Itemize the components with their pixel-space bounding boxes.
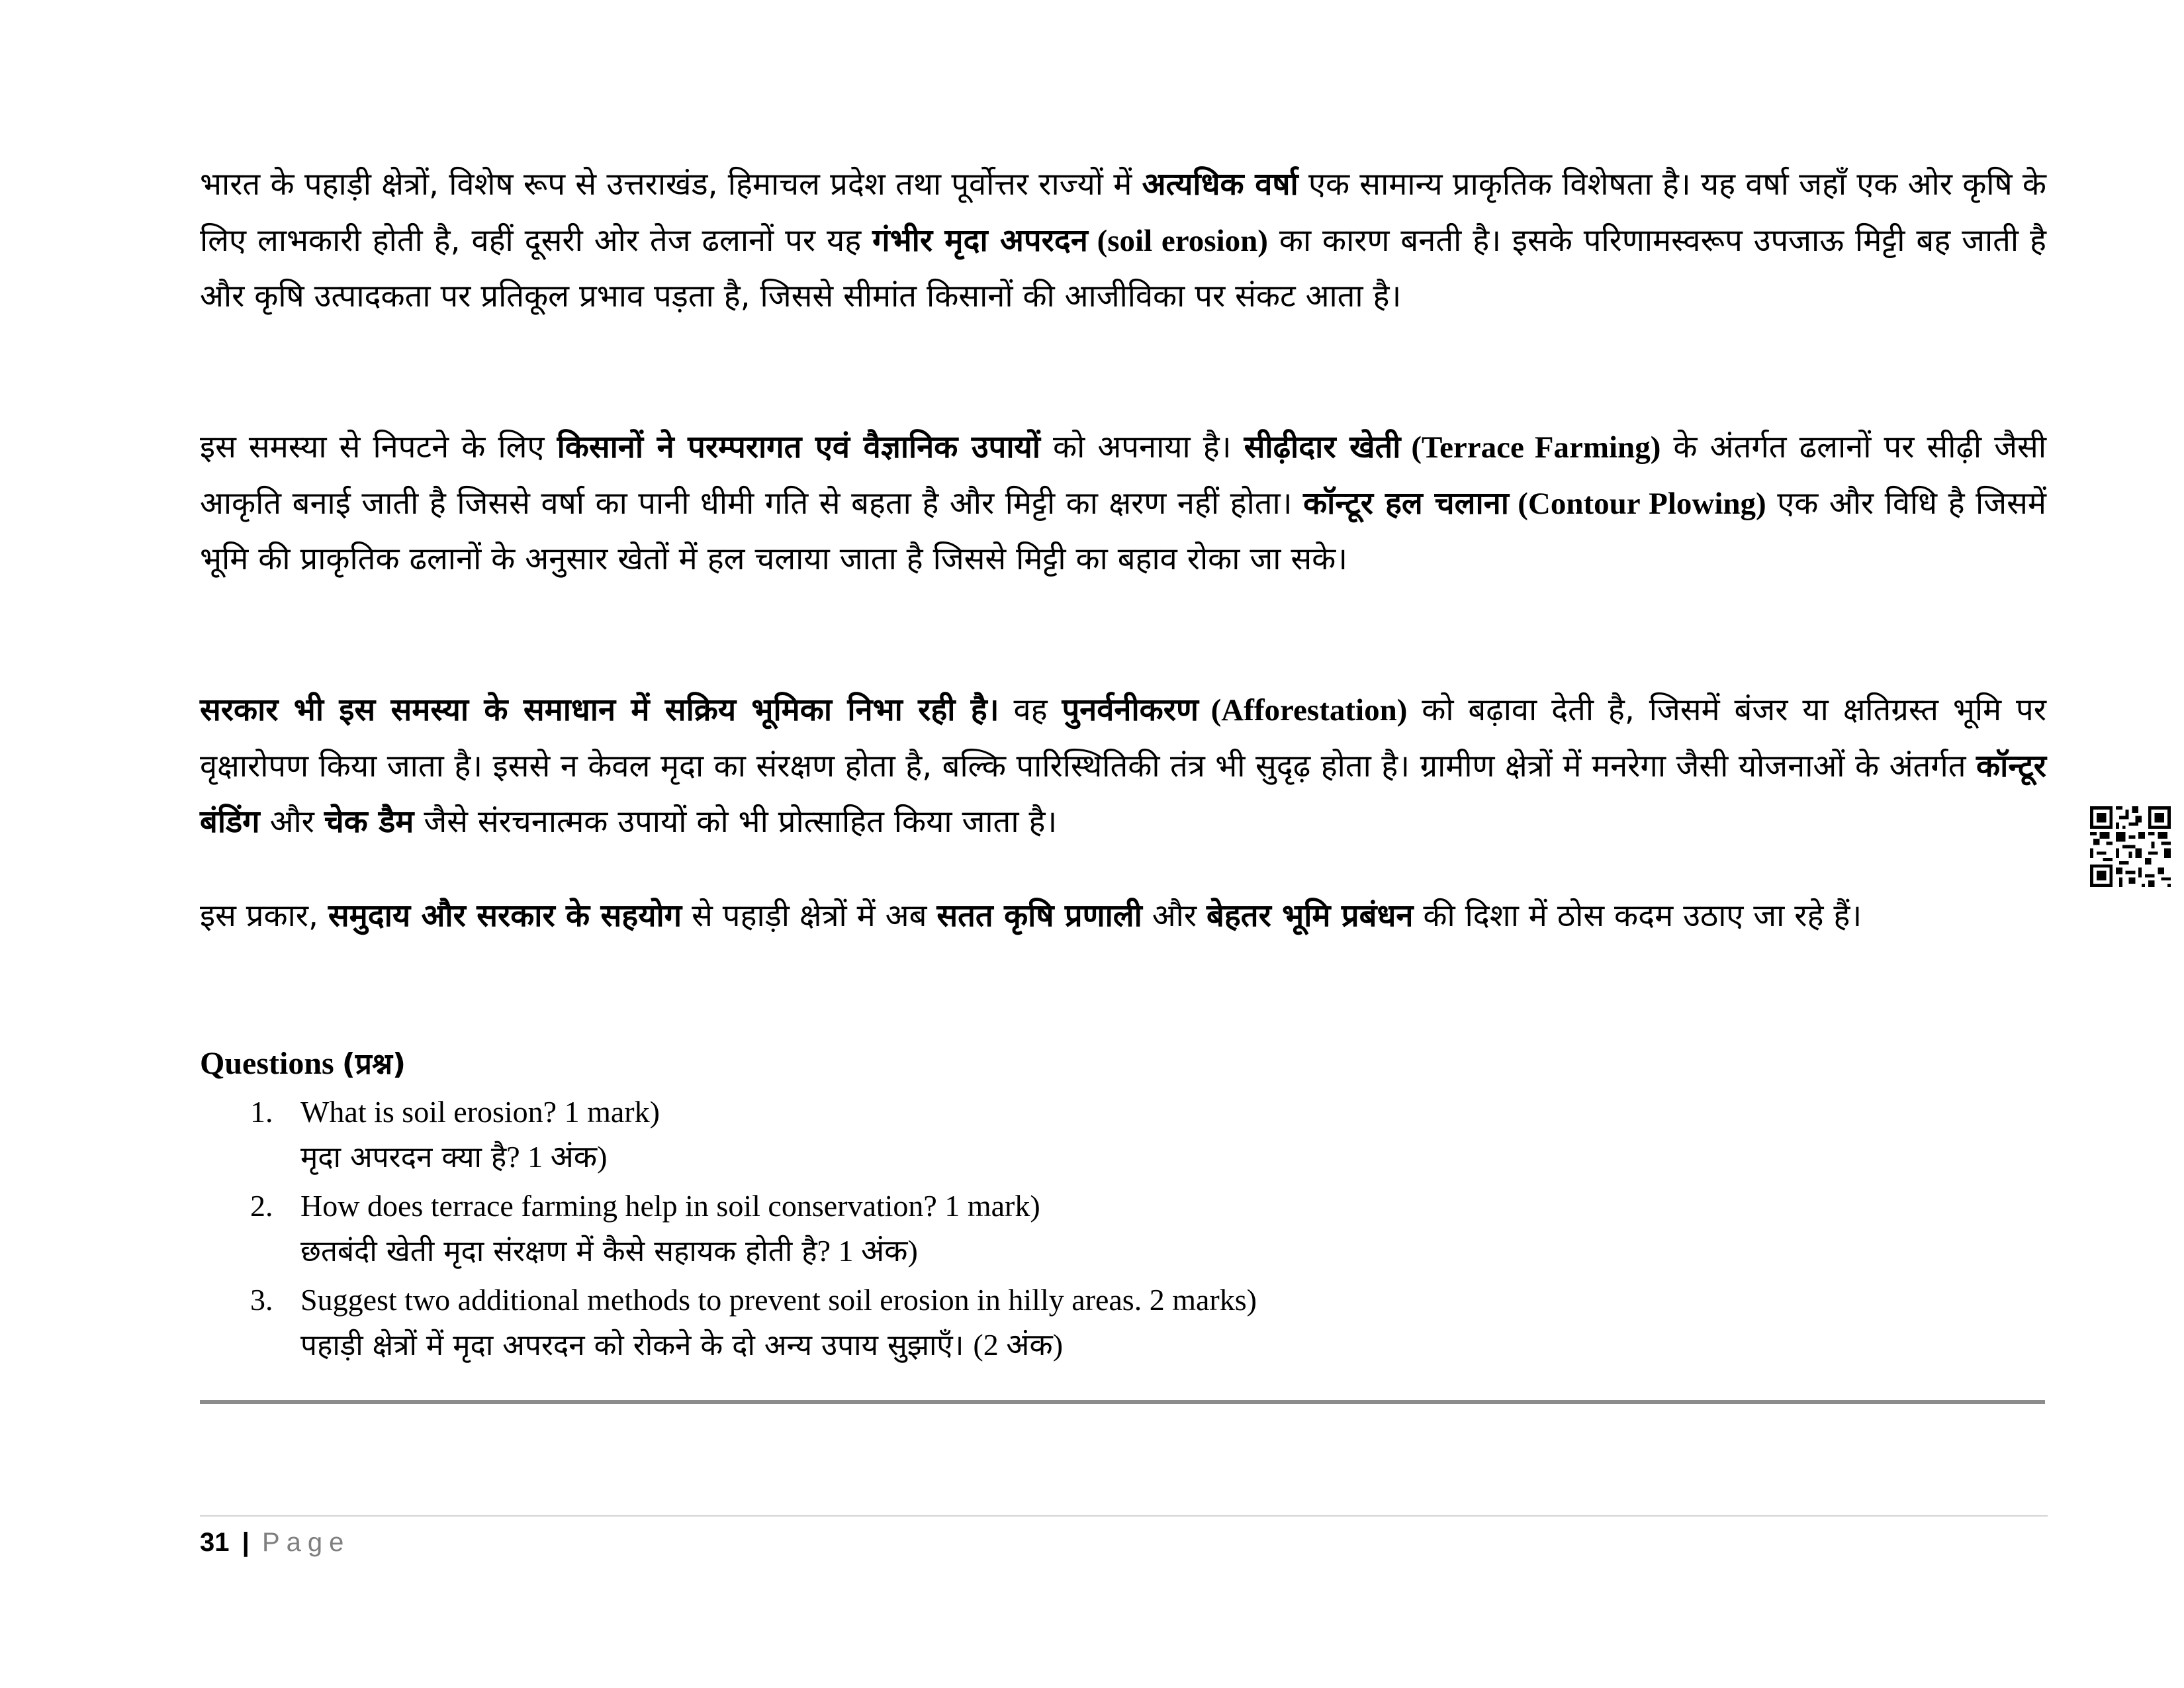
text: को अपनाया है।	[1040, 429, 1244, 465]
footer-separator: |	[242, 1528, 250, 1557]
questions-heading	[200, 1043, 406, 1082]
section-divider	[200, 1400, 2045, 1404]
paragraph-government-role	[200, 682, 2046, 851]
page-footer	[200, 1523, 350, 1562]
text: जैसे संरचनात्मक उपायों को भी प्रोत्साहित किया जाता है।	[414, 804, 1058, 840]
text: को बढ़ावा देती है, जिसमें बंजर या क्षतिग्रस्त भूमि पर वृक्षारोपण किया जाता है। इससे न केवल मृदा का संरक्षण होता है, बल्कि पारिस्थितिकी तंत्र भी सुदृढ़ होता है। ग्रामीण क्षेत्रों में मनरेगा जैसी योजनाओं के अंतर्गत	[200, 692, 2046, 784]
english-term: (Terrace Farming)	[1400, 430, 1661, 465]
page-label: Page	[261, 1528, 351, 1557]
question-hindi	[300, 1132, 1987, 1183]
question-item	[200, 1186, 1987, 1280]
bold-term: कॉन्टूर हल चलाना	[1303, 485, 1509, 522]
english-term: (Contour Plowing)	[1508, 486, 1766, 521]
text: और	[259, 804, 324, 840]
text: इस प्रकार,	[200, 898, 328, 934]
question-item	[200, 1092, 1987, 1186]
text: का कारण बनती है। इसके परिणामस्वरूप उपजाऊ मिट्टी बह जाती है और कृषि उत्पादकता पर प्रतिकूल प्रभाव पड़ता है, जिससे सीमांत किसानों की आजीविका पर संकट आता है।	[200, 222, 2046, 314]
questions-heading-hi: (प्रश्न)	[341, 1047, 406, 1081]
paragraph-conclusion	[200, 888, 2046, 945]
bold-term: किसानों ने परम्परागत एवं वैज्ञानिक उपायों	[557, 429, 1040, 465]
question-item	[200, 1280, 1987, 1374]
question-hindi	[300, 1320, 1987, 1371]
question-number: 1.	[250, 1095, 273, 1129]
qr-code-icon	[2090, 806, 2171, 887]
english-term: (soil erosion)	[1087, 223, 1268, 258]
bold-term: कॉन्टूर बंडिंग	[200, 747, 2046, 840]
text: के अंतर्गत ढलानों पर सीढ़ी जैसी आकृति बनाई जाती है जिससे वर्षा का पानी धीमी गति से बहता है और मिट्टी का क्षरण नहीं होता।	[200, 429, 2046, 522]
page-number: 31	[200, 1528, 230, 1557]
bold-term: सतत कृषि प्रणाली	[936, 898, 1142, 934]
bold-term: पुनर्वनीकरण	[1062, 692, 1199, 728]
question-marks: (2 अंक)	[973, 1328, 1064, 1362]
question-hindi	[300, 1226, 1987, 1277]
bold-term: अत्यधिक वर्षा	[1142, 166, 1298, 203]
text: से पहाड़ी क्षेत्रों में अब	[682, 898, 937, 934]
question-english: How does terrace farming help in soil conservation? 1 mark)	[300, 1189, 1040, 1223]
bold-term: बेहतर भूमि प्रबंधन	[1206, 898, 1414, 934]
question-hindi-text: पहाड़ी क्षेत्रों में मृदा अपरदन को रोकने के दो अन्य उपाय सुझाएँ।	[300, 1329, 974, 1362]
text: एक सामान्य प्राकृतिक विशेषता है। यह वर्षा जहाँ एक ओर कृषि के लिए लाभकारी होती है, वहीं दूसरी ओर तेज ढलानों पर यह	[200, 166, 2046, 259]
text: और	[1142, 898, 1207, 934]
question-hindi-text: छतबंदी खेती मृदा संरक्षण में कैसे सहायक होती है	[300, 1235, 817, 1268]
bold-term: समुदाय और सरकार के सहयोग	[328, 898, 682, 934]
bold-term: चेक डैम	[324, 804, 414, 840]
bold-term: सीढ़ीदार खेती	[1244, 429, 1401, 465]
question-number: 3.	[250, 1283, 273, 1317]
question-english: Suggest two additional methods to prevent soil erosion in hilly areas. 2 marks)	[300, 1283, 1257, 1317]
questions-heading-en: Questions	[200, 1046, 342, 1081]
question-english: What is soil erosion? 1 mark)	[300, 1095, 660, 1129]
text: की दिशा में ठोस कदम उठाए जा रहे हैं।	[1413, 898, 1862, 934]
bold-term: सरकार भी इस समस्या के समाधान में सक्रिय भूमिका निभा रही है।	[200, 692, 999, 728]
questions-list	[200, 1092, 1987, 1374]
footer-divider	[200, 1515, 2048, 1517]
english-term: (Afforestation)	[1198, 693, 1408, 727]
question-number: 2.	[250, 1189, 273, 1223]
question-marks: ? 1 अंक)	[817, 1234, 918, 1268]
text: इस समस्या से निपटने के लिए	[200, 429, 557, 465]
text: वह	[999, 692, 1062, 728]
paragraph-rainfall-erosion	[200, 157, 2046, 325]
paragraph-farmer-methods	[200, 420, 2046, 588]
text: एक और विधि है जिसमें भूमि की प्राकृतिक ढलानों के अनुसार खेतों में हल चलाया जाता है जिससे मिट्टी का बहाव रोका जा सके।	[200, 485, 2046, 577]
text: भारत के पहाड़ी क्षेत्रों, विशेष रूप से उत्तराखंड, हिमाचल प्रदेश तथा पूर्वोत्तर राज्यों में	[200, 166, 1142, 203]
question-hindi-text: मृदा अपरदन क्या है	[300, 1141, 507, 1174]
question-marks: ? 1 अंक)	[506, 1140, 608, 1174]
bold-term: गंभीर मृदा अपरदन	[872, 222, 1088, 259]
